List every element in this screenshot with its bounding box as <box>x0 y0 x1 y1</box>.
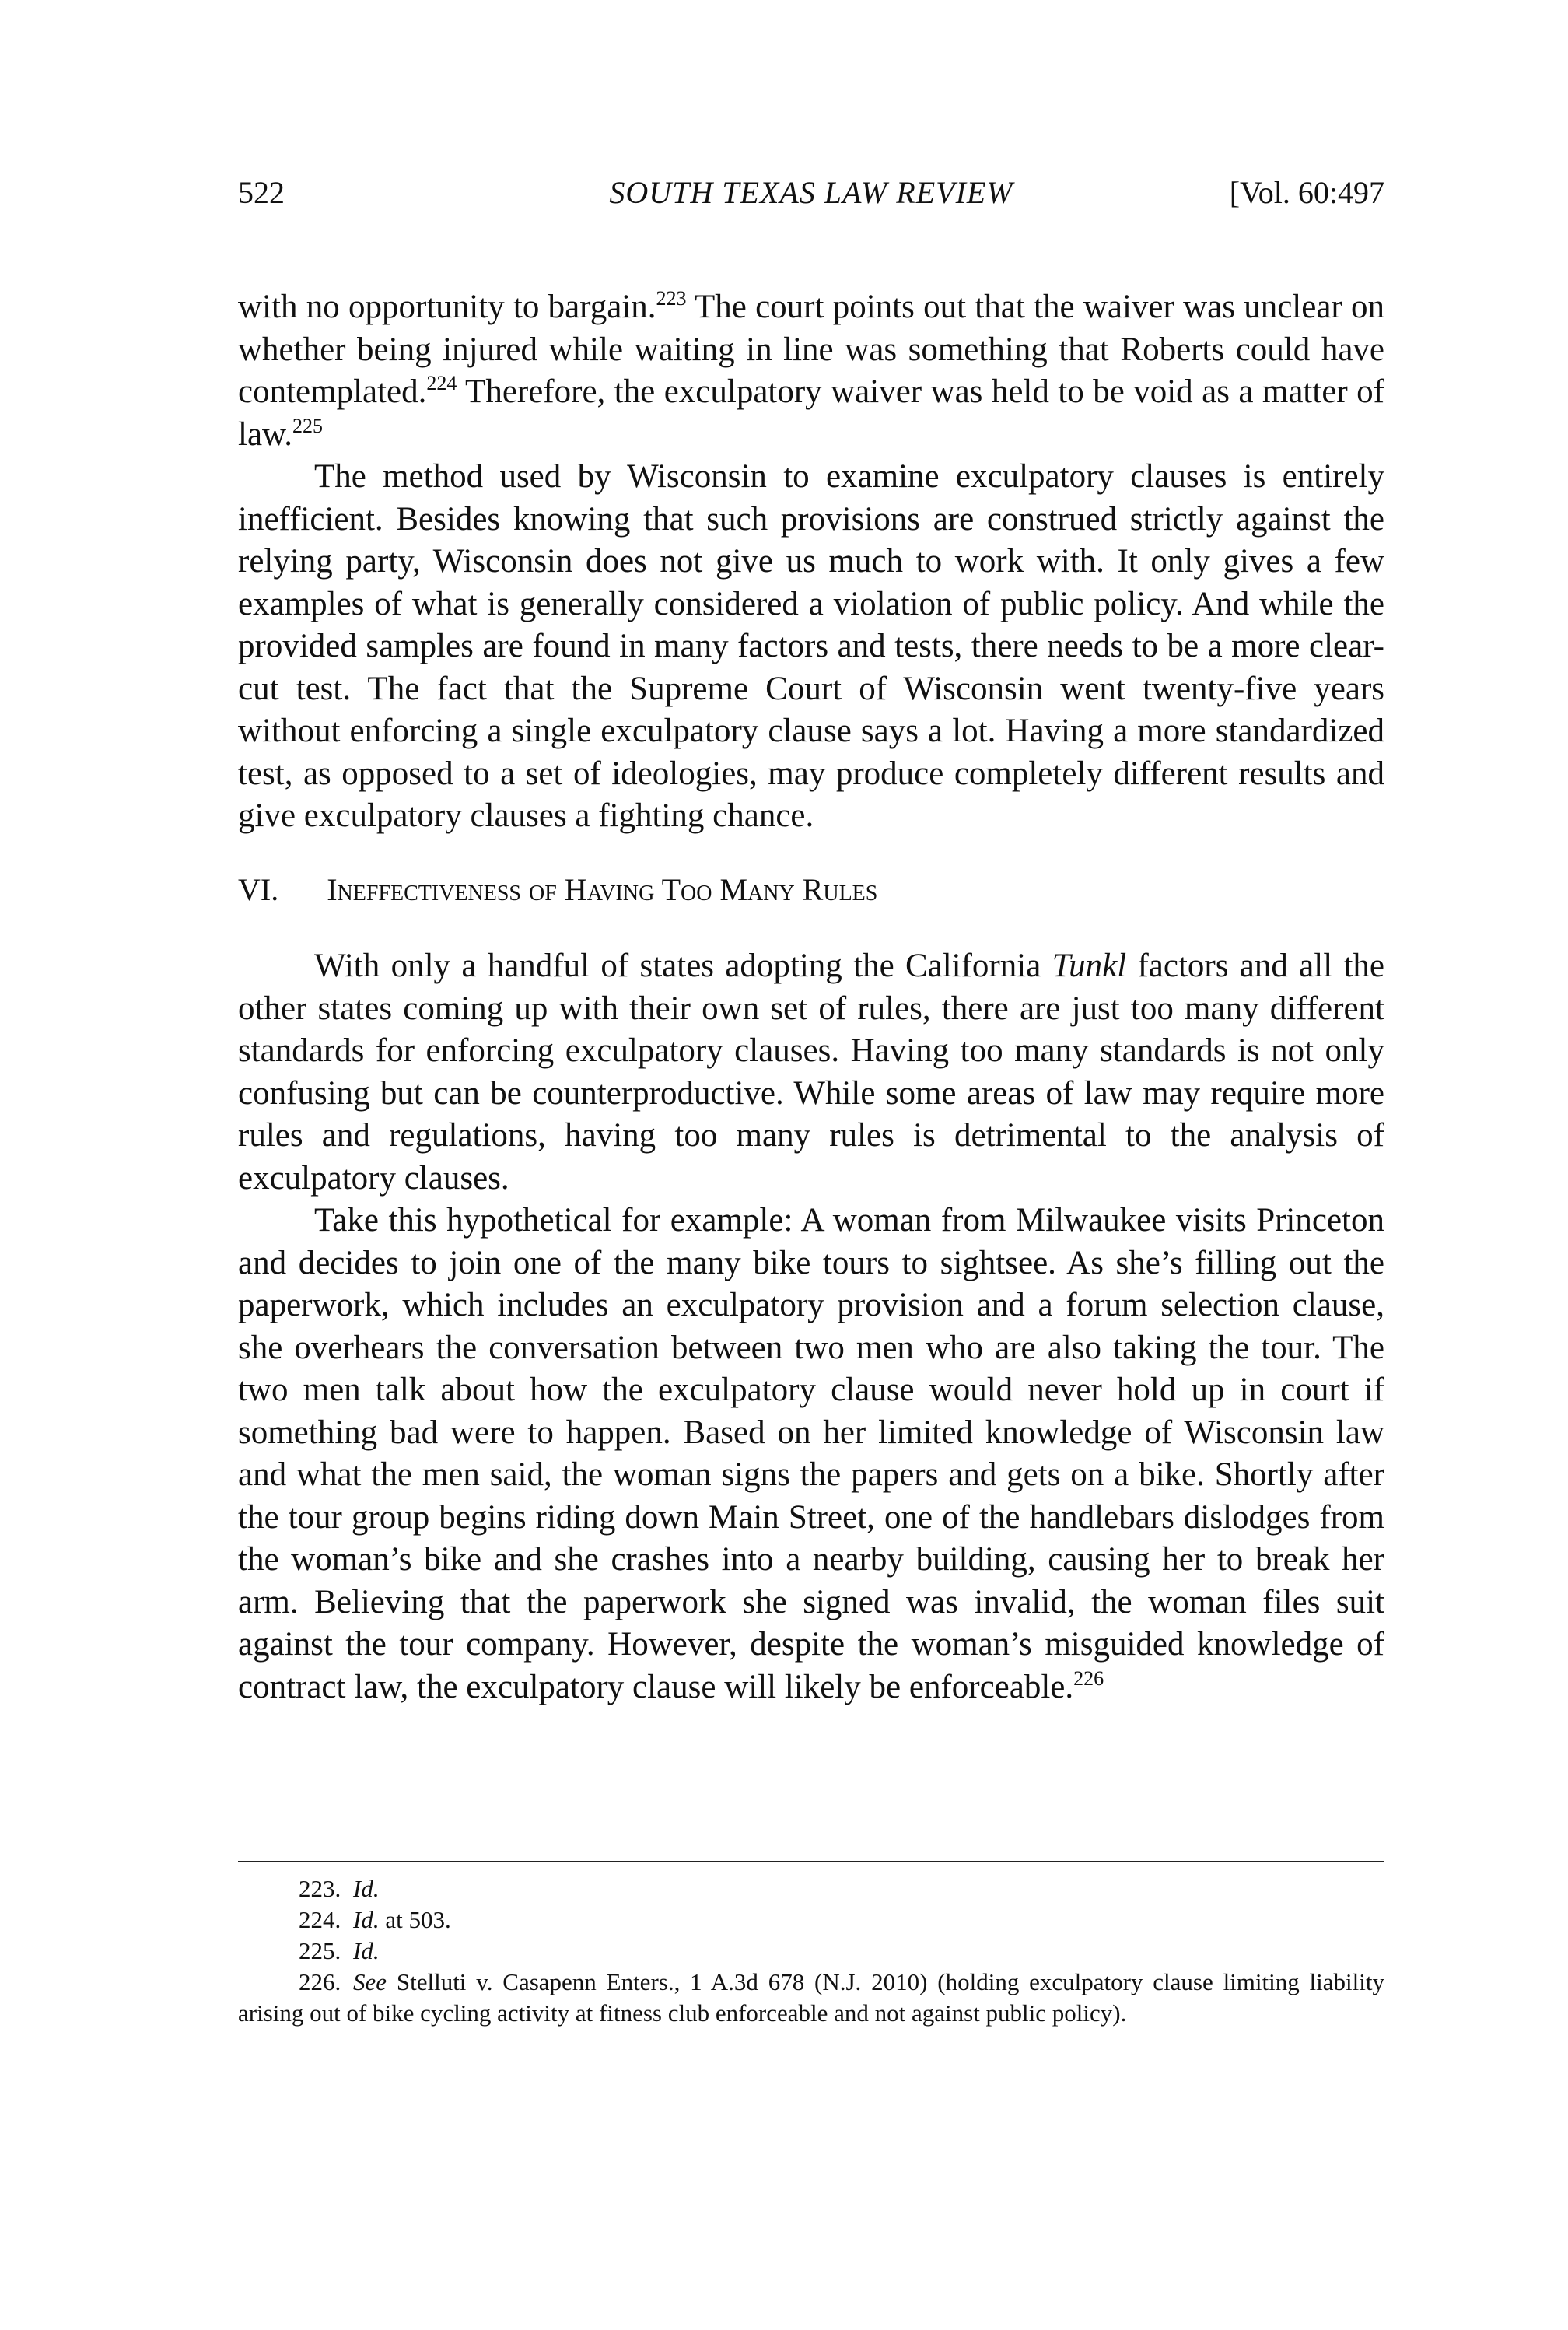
footnote-ref-224[interactable]: 224 <box>426 372 457 394</box>
footnote-223: 223. Id. <box>299 1875 380 1902</box>
footnotes <box>238 1873 1384 2029</box>
footnote-224: 224. Id. at 503. <box>299 1906 451 1933</box>
footnote-225: 225. Id. <box>299 1937 380 1964</box>
case-name-italic: Tunkl <box>1052 948 1127 984</box>
page-number: 522 <box>238 175 285 210</box>
footnote-226: 226. See Stelluti v. Casapenn Enters., 1 A.3d 678 (N.J. 2010) (holding exculpatory clause limiting liability arising out of bike cycling activity at fitness club enforceable and not against public policy). <box>238 1968 1384 2027</box>
paragraph-3: With only a handful of states adopting the California Tunkl factors and all the other states coming up with their own set of rules, there are just too many different standards for enforcing exculpatory clauses. Having too many standards is not only confusing but can be counterproductive. While some areas of law may require more rules and regulations, having too many rules is detrimental to the analysis of exculpatory clauses. <box>238 948 1384 1197</box>
footnote-ref-226[interactable]: 226 <box>1073 1666 1104 1690</box>
footnote-divider <box>238 1861 1384 1862</box>
volume-citation: [Vol. 60:497 <box>1229 175 1384 210</box>
footnote-ref-225[interactable]: 225 <box>292 414 324 437</box>
journal-title: SOUTH TEXAS LAW REVIEW <box>609 175 1013 210</box>
section-heading <box>238 869 1384 912</box>
section-title: Ineffectiveness of Having Too Many Rules <box>327 871 878 907</box>
paragraph-1: with no opportunity to bargain.$^{223}$ The court points out that the waiver was unclear on whether being injured while waiting in line was something that Roberts could have contemplated.$^{224}$ Therefore, the exculpatory waiver was held to be void as a matter of law.$^{225}$ <box>238 287 1384 453</box>
paragraph-2: The method used by Wisconsin to examine exculpatory clauses is entirely inefficient. Besides knowing that such provisions are construed strictly against the relying party, Wisconsin does not give us much to work with. It only gives a few examples of what is generally considered a violation of public policy. And while the provided samples are found in many factors and tests, there needs to be a more clear-cut test. The fact that the Supreme Court of Wisconsin went twenty-five years without enforcing a single exculpatory clause says a lot. Having a more standardized test, as opposed to a set of ideologies, may produce completely different results and give exculpatory clauses a fighting chance. <box>238 458 1384 834</box>
section-number: VI. <box>238 871 279 907</box>
footnote-ref-223[interactable]: 223 <box>656 287 687 310</box>
paragraph-4: Take this hypothetical for example: A woman from Milwaukee visits Princeton and decides to join one of the many bike tours to sightsee. As she’s filling out the paperwork, which includes an exculpatory provision and a forum selection clause, she overhears the conversation between two men who are also taking the tour. The two men talk about how the exculpatory clause would never hold up in court if something bad were to happen. Based on her limited knowledge of Wisconsin law and what the men said, the woman signs the papers and gets on a bike. Shortly after the tour group begins riding down Main Street, one of the handlebars dislodges from the woman’s bike and she crashes into a nearby building, causing her to break her arm. Believing that the paperwork she signed was invalid, the woman files suit against the tour company. However, despite the woman’s misguided knowledge of contract law, the exculpatory clause will likely be enforceable.$^{226}$ <box>238 1202 1384 1705</box>
running-header <box>238 170 1384 216</box>
body-text <box>238 286 1384 1708</box>
